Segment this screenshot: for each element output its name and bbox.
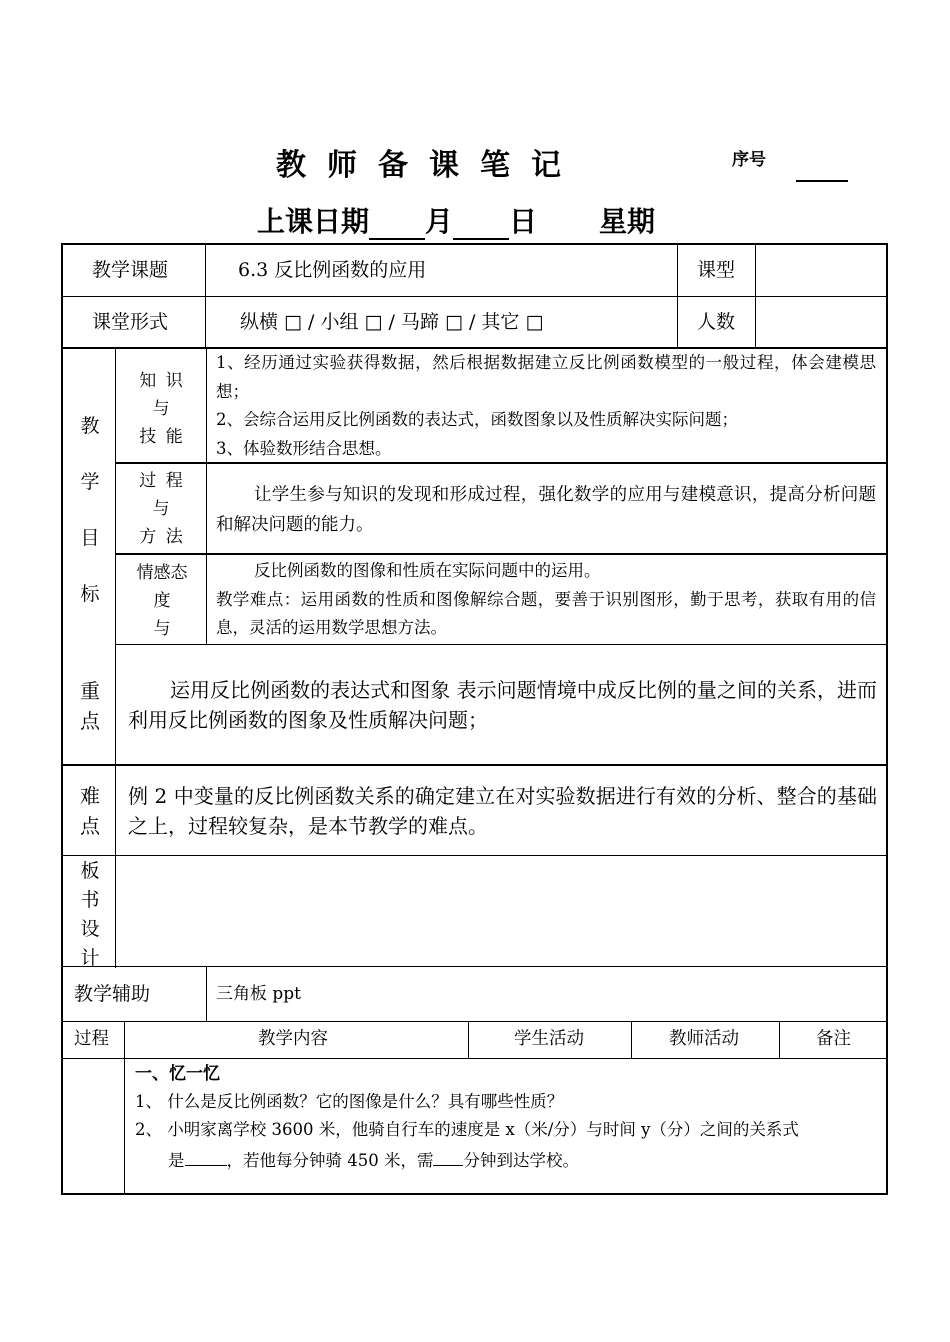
list-item-continuation xyxy=(168,1150,579,1170)
goal-label-knowledge: 知 识 与 技 能 xyxy=(139,371,185,447)
goals-label: 教 学 目 标 xyxy=(80,415,100,605)
col-divider xyxy=(205,244,206,347)
difficulty-label: 难 点 xyxy=(80,784,100,838)
aid-label: 教学辅助 xyxy=(74,983,151,1005)
date-line xyxy=(257,200,655,240)
key-point-text: 运用反比例函数的表达式和图象 表示问题情境中成反比例的量之间的关系，进而利用反比例函数的图象及性质解决问题； xyxy=(128,678,877,732)
col-divider xyxy=(755,244,756,347)
col-header-student: 学生活动 xyxy=(514,1029,584,1049)
topic-label: 教学课题 xyxy=(92,259,169,281)
list-item: 2、 小明家离学校 3600 米，他骑自行车的速度是 x（米/分）与时间 y（分）之间的关系式 xyxy=(135,1120,799,1139)
goal-label-emotion: 情感态 度 与 xyxy=(136,563,188,639)
day-blank xyxy=(453,212,509,240)
list-item: 1、 什么是反比例函数？它的图像是什么？具有哪些性质？ xyxy=(135,1092,564,1111)
col-divider xyxy=(779,1022,780,1059)
aid-value: 三角板 ppt xyxy=(216,984,301,1004)
row-divider xyxy=(62,1021,887,1022)
answer-blank xyxy=(185,1150,227,1166)
key-point-label: 重 点 xyxy=(80,679,100,733)
col-header-notes: 备注 xyxy=(816,1029,851,1049)
page-title: 教师备课笔记 xyxy=(276,148,582,183)
col-divider xyxy=(468,1022,469,1059)
goal-text-emotion xyxy=(216,557,876,643)
row-divider xyxy=(62,764,887,766)
serial-label: 序号 xyxy=(732,150,766,170)
topic-value: 6.3 反比例函数的应用 xyxy=(238,259,427,281)
goal-line: 反比例函数的图像和性质在实际问题中的运用。 xyxy=(254,561,601,580)
goal-line: 2、会综合运用反比例函数的表达式，函数图象以及性质解决实际问题； xyxy=(216,410,738,429)
serial-blank xyxy=(796,180,848,182)
goal-line: 1、经历通过实验获得数据，然后根据数据建立反比例函数模型的一般过程，体会建模思想； xyxy=(216,353,876,401)
board-design-label: 板 书 设 计 xyxy=(80,860,100,969)
form-label: 课堂形式 xyxy=(92,311,169,333)
col-header-content: 教学内容 xyxy=(258,1029,328,1049)
col-divider xyxy=(206,348,207,645)
month-blank xyxy=(369,212,425,240)
row-divider xyxy=(116,553,887,555)
row-divider xyxy=(62,1058,887,1059)
col-header-teacher: 教师活动 xyxy=(669,1029,739,1049)
item-text: 是 xyxy=(168,1151,185,1170)
table-border-right xyxy=(886,243,888,1195)
date-prefix: 上课日期 xyxy=(257,205,370,238)
goal-text-process: 让学生参与知识的发现和形成过程，强化数学的应用与建模意识，提高分析问题和解决问题的能力。 xyxy=(216,485,876,535)
col-header-process: 过程 xyxy=(74,1029,109,1049)
row-divider xyxy=(62,855,887,856)
table-border-bottom xyxy=(61,1193,888,1195)
goal-text-knowledge xyxy=(216,349,876,463)
item-text: 分钟到达学校。 xyxy=(463,1151,579,1170)
goal-label-process: 过 程 与 方 法 xyxy=(139,471,185,547)
row-divider xyxy=(116,644,887,645)
col-divider xyxy=(124,1022,125,1194)
form-options: 纵横 □ / 小组 □ / 马蹄 □ / 其它 □ xyxy=(240,311,544,333)
col-divider xyxy=(115,348,116,968)
item-text: ，若他每分钟骑 450 米，需 xyxy=(226,1151,434,1170)
month-label: 月 xyxy=(425,205,454,238)
table-border-top xyxy=(61,243,888,245)
difficulty-text: 例 2 中变量的反比例函数关系的确定建立在对实验数据进行有效的分析、整合的基础之上，过程较复杂，是本节教学的难点。 xyxy=(128,784,877,838)
row-divider xyxy=(62,966,887,967)
weekday-label: 星期 xyxy=(599,205,656,238)
table-border-left xyxy=(61,243,63,1195)
section-title: 一、忆一忆 xyxy=(135,1064,220,1084)
row-divider xyxy=(62,296,887,297)
goal-line: 3、体验数形结合思想。 xyxy=(216,438,392,458)
col-divider xyxy=(206,967,207,1022)
day-label: 日 xyxy=(509,205,538,238)
goal-line: 教学难点：运用函数的性质和图像解综合题，要善于识别图形，勤于思考，获取有用的信息，灵活的运用数学思想方法。 xyxy=(216,589,876,637)
type-label: 课型 xyxy=(697,259,736,281)
answer-blank xyxy=(433,1150,463,1166)
count-label: 人数 xyxy=(697,311,736,333)
col-divider xyxy=(631,1022,632,1059)
col-divider xyxy=(677,244,678,347)
